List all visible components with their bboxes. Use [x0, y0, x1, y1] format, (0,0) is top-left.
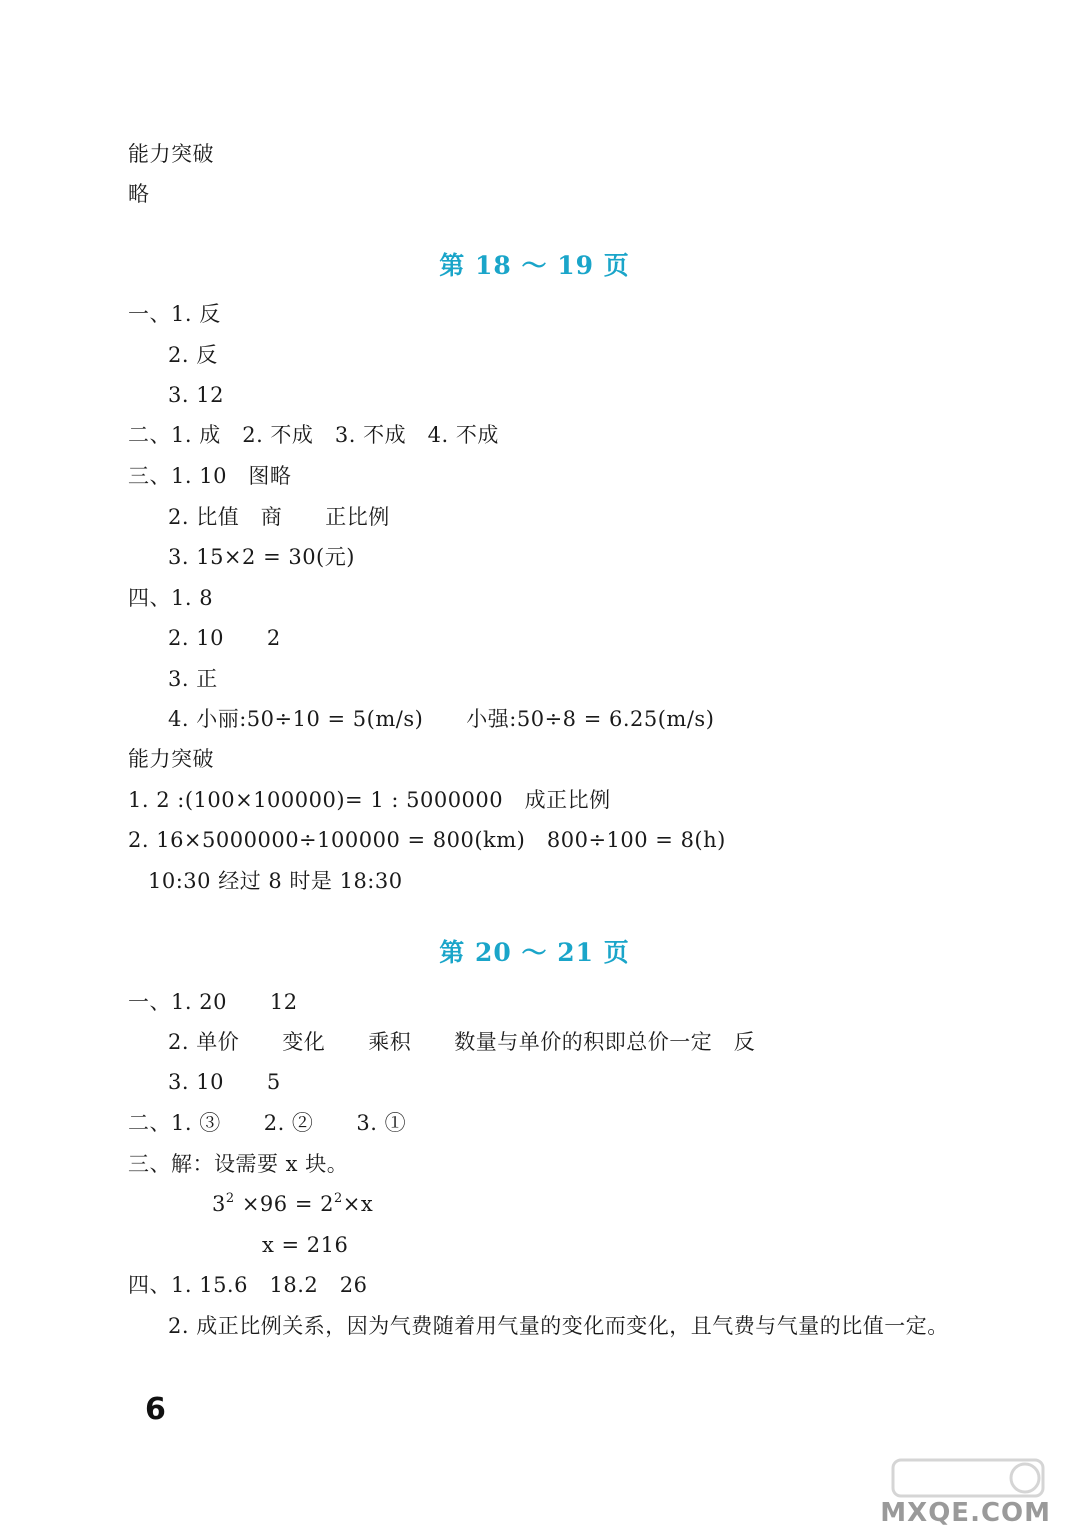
answer-line: 3. 正	[168, 667, 218, 691]
answer-line: 2. 16×5000000÷100000 = 800(km) 800÷100 = 8(h)	[128, 828, 726, 852]
answer-line: 二、1. ③ 2. ② 3. ①	[128, 1111, 407, 1135]
page-range-heading: 第 18 ～ 19 页	[439, 251, 630, 280]
equation-result: x = 216	[262, 1233, 349, 1257]
answer-line: 3. 12	[168, 383, 224, 407]
eq-middle: ×96 =	[234, 1192, 321, 1216]
answer-line: 2. 10 2	[168, 626, 281, 650]
answer-line: 2. 单价 变化 乘积 数量与单价的积即总价一定 反	[168, 1030, 756, 1054]
watermark-url: MXQE.COM	[880, 1498, 1051, 1528]
answer-line: 四、1. 8	[128, 586, 214, 610]
page-range-heading: 第 20 ～ 21 页	[439, 938, 630, 967]
answer-line: 2. 成正比例关系，因为气费随着用气量的变化而变化，且气费与气量的比值一定。	[168, 1314, 949, 1338]
eq-tail: ×x	[342, 1192, 374, 1216]
answer-line: 三、解：设需要 x 块。	[128, 1152, 349, 1176]
answer-line: 一、1. 20 12	[128, 990, 298, 1014]
answer-line: 一、1. 反	[128, 302, 221, 326]
page-number: 6	[145, 1392, 166, 1427]
answer-line: 2. 反	[168, 343, 218, 367]
answer-line: 三、1. 10 图略	[128, 464, 292, 488]
eq-exponent: 2	[225, 1191, 235, 1206]
answer-text: 略	[128, 182, 150, 206]
answer-line: 2. 比值 商 正比例	[168, 505, 390, 529]
eq-exponent: 2	[333, 1191, 343, 1206]
answer-line: 4. 小丽:50÷10 = 5(m/s) 小强:50÷8 = 6.25(m/s)	[168, 707, 715, 731]
answer-line: 四、1. 15.6 18.2 26	[128, 1273, 368, 1297]
answer-line: 二、1. 成 2. 不成 3. 不成 4. 不成	[128, 423, 499, 447]
eq-base: 2	[320, 1192, 334, 1216]
answer-line: 3. 10 5	[168, 1070, 281, 1094]
equation-line	[212, 1190, 373, 1218]
eq-base: 3	[212, 1192, 226, 1216]
answer-line: 3. 15×2 = 30(元)	[168, 545, 355, 569]
section-title: 能力突破	[128, 142, 214, 166]
answer-line: 10:30 经过 8 时是 18:30	[148, 869, 403, 893]
section-title: 能力突破	[128, 747, 214, 771]
answer-line: 1. 2 :(100×100000)= 1 : 5000000 成正比例	[128, 788, 611, 812]
